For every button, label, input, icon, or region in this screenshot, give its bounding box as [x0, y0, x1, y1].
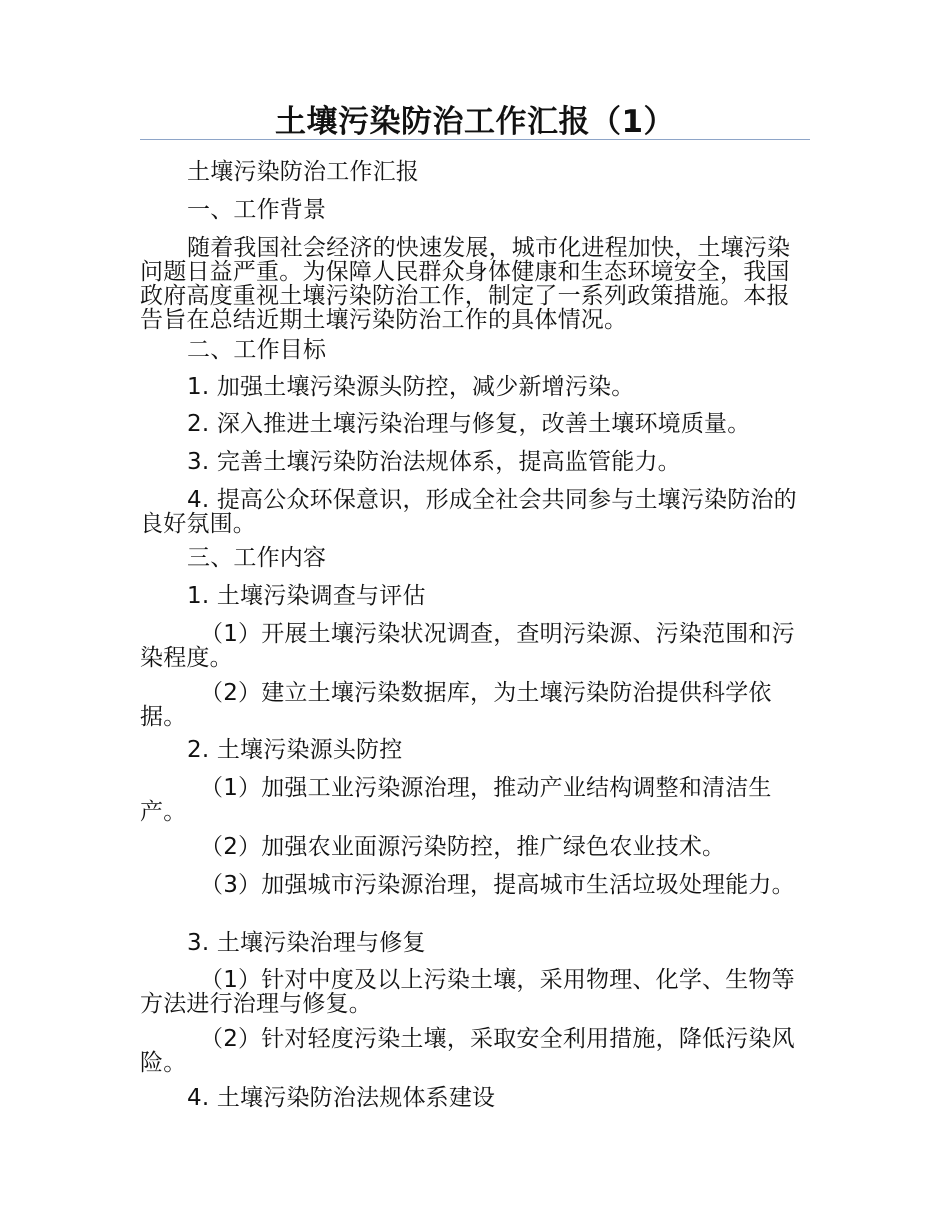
content-2-item-2: （2）加强农业面源污染防控，推广绿色农业技术。: [200, 834, 726, 860]
content-heading-1: 1. 土壤污染调查与评估: [187, 583, 426, 609]
content-3-item-2: （2）针对轻度污染土壤，采取安全利用措施，降低污染风险。: [140, 1026, 795, 1076]
content-heading-4: 4. 土壤污染防治法规体系建设: [187, 1085, 496, 1111]
content-2-item-3: （3）加强城市污染源治理，提高城市生活垃圾处理能力。: [200, 872, 795, 898]
section-heading-goals: 二、工作目标: [187, 337, 327, 363]
report-heading: 土壤污染防治工作汇报: [187, 159, 419, 185]
section-heading-background: 一、工作背景: [187, 197, 327, 223]
content-3-item-1: （1）针对中度及以上污染土壤，采用物理、化学、生物等方法进行治理与修复。: [140, 967, 795, 1017]
title-underline: [140, 139, 810, 140]
document-title: 土壤污染防治工作汇报（1）: [274, 104, 676, 140]
content-heading-3: 3. 土壤污染治理与修复: [187, 930, 426, 956]
goal-item-3: 3. 完善土壤污染防治法规体系，提高监管能力。: [187, 449, 681, 475]
content-1-item-2: （2）建立土壤污染数据库，为土壤污染防治提供科学依据。: [140, 680, 772, 730]
section-heading-content: 三、工作内容: [187, 545, 327, 571]
goal-item-2: 2. 深入推进土壤污染治理与修复，改善土壤环境质量。: [187, 411, 751, 437]
content-2-item-1: （1）加强工业污染源治理，推动产业结构调整和清洁生产。: [140, 775, 772, 825]
goal-item-4: 4. 提高公众环保意识，形成全社会共同参与土壤污染防治的良好氛围。: [140, 487, 797, 537]
content-heading-2: 2. 土壤污染源头防控: [187, 737, 403, 763]
goal-item-1: 1. 加强土壤污染源头防控，减少新增污染。: [187, 374, 635, 400]
content-1-item-1: （1）开展土壤污染状况调查，查明污染源、污染范围和污染程度。: [140, 621, 795, 671]
background-paragraph: 随着我国社会经济的快速发展，城市化进程加快，土壤污染问题日益严重。为保障人民群众身体健康和生态环境安全，我国政府高度重视土壤污染防治工作，制定了一系列政策措施。本报告旨在总结近期土壤污染防治工作的具体情况。: [140, 235, 791, 333]
